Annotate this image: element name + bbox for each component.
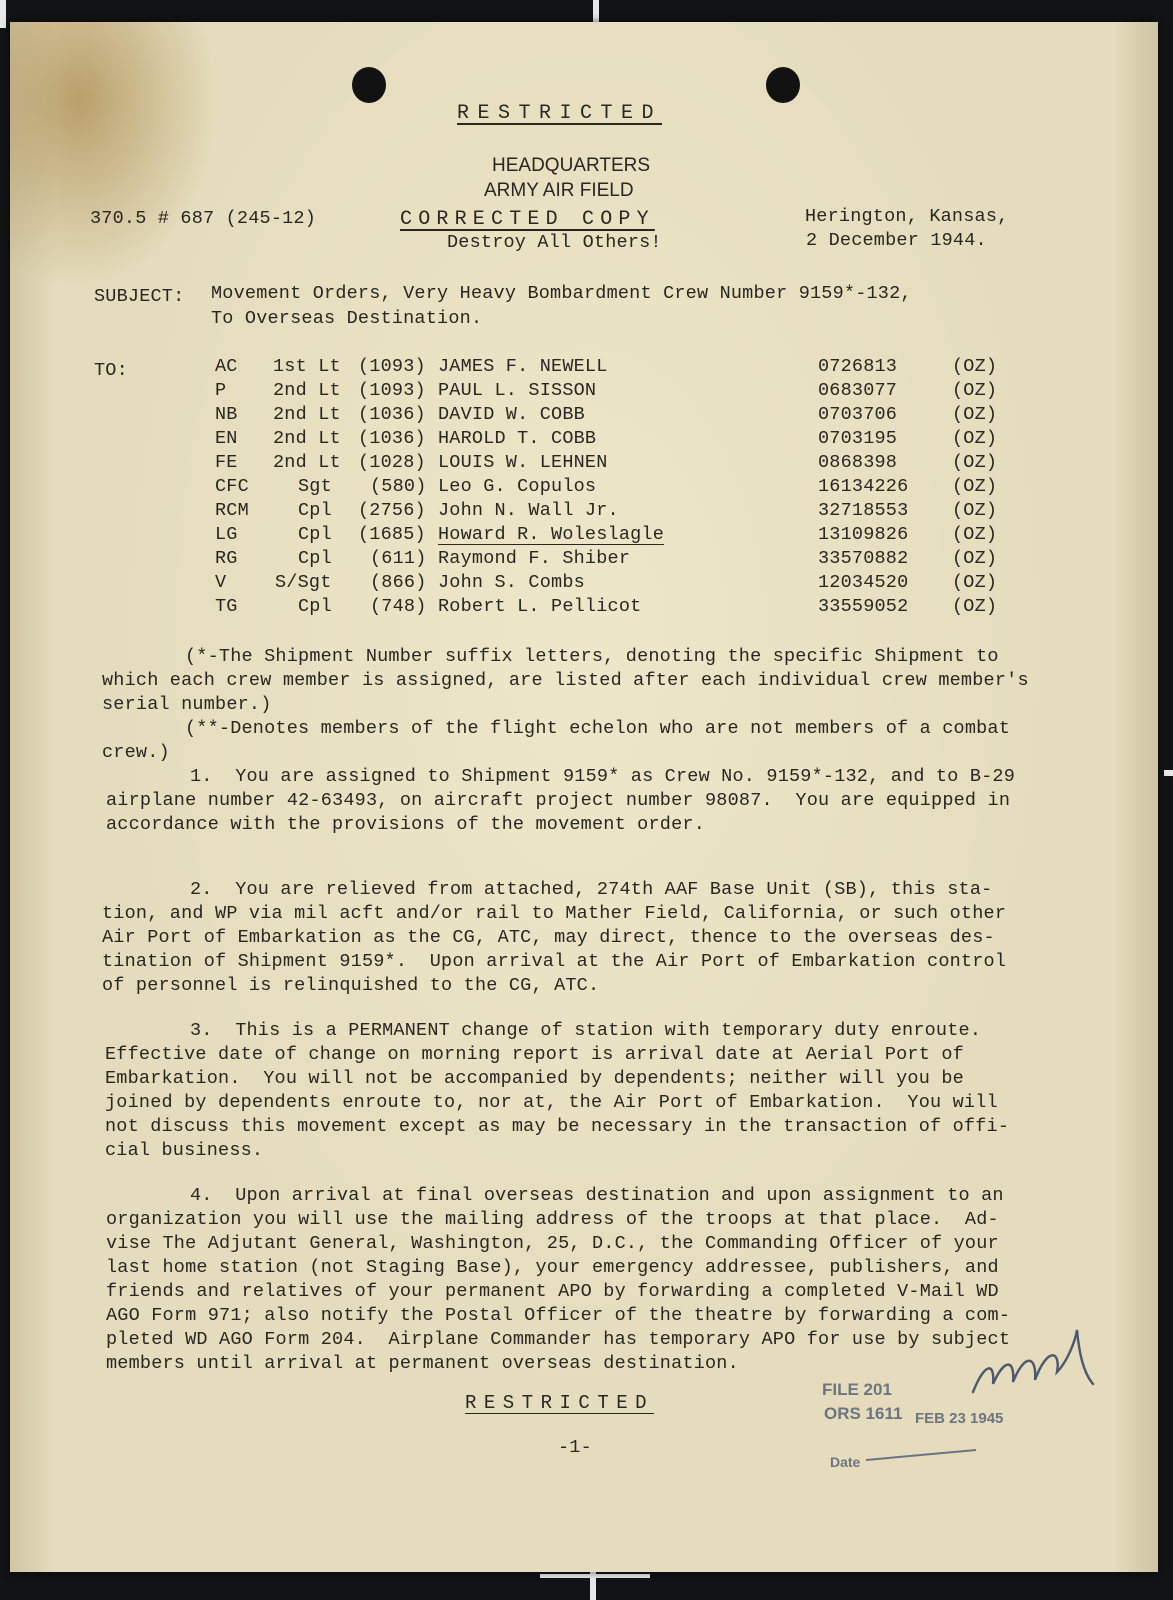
crew-position: AC: [215, 356, 238, 377]
note-1-line-2: which each crew member is assigned, are listed after each individual crew member's: [102, 670, 1029, 691]
paragraph-4-line-7: pleted WD AGO Form 204. Airplane Commander has temporary APO for use by subject: [106, 1329, 1011, 1350]
crew-mos: (1685): [358, 524, 426, 545]
file-stamp-line-1: FILE 201: [822, 1380, 892, 1399]
punch-hole-left: [352, 67, 386, 103]
document-page: [10, 22, 1158, 1572]
punch-hole-right: [766, 67, 800, 103]
file-stamp-date: FEB 23 1945: [915, 1410, 1004, 1427]
corrected-copy: CORRECTED COPY: [400, 208, 655, 231]
tape-mark-top-center: [593, 0, 599, 24]
crew-position: TG: [215, 596, 238, 617]
crew-mos: (611): [370, 548, 427, 569]
tape-mark-bottom: [590, 1568, 596, 1600]
subject-label: SUBJECT:: [94, 286, 185, 307]
paragraph-2-line-2: tion, and WP via mil acft and/or rail to Mather Field, California, or such other: [102, 903, 1007, 924]
crew-table: [10, 356, 1158, 626]
paragraph-4-line-1: 4. Upon arrival at final overseas destination and upon assignment to an: [190, 1185, 1004, 1206]
crew-serial: 0868398: [818, 452, 898, 473]
crew-mos: (580): [370, 476, 427, 497]
handwritten-initials: [965, 1322, 1105, 1412]
note-2-line-2: crew.): [102, 742, 170, 763]
classification-bottom: RESTRICTED: [465, 1392, 655, 1414]
crew-shipment-code: (OZ): [952, 500, 998, 521]
crew-mos: (1093): [358, 356, 426, 377]
paragraph-4-line-2: organization you will use the mailing address of the troops at that place. Ad-: [106, 1209, 999, 1230]
crew-rank: Cpl: [298, 524, 332, 545]
crew-serial: 13109826: [818, 524, 909, 545]
crew-mos: (748): [370, 596, 427, 617]
crew-shipment-code: (OZ): [952, 548, 998, 569]
crew-serial: 33559052: [818, 596, 909, 617]
crew-name: Howard R. Woleslagle: [438, 524, 665, 545]
to-label: TO:: [94, 360, 128, 381]
crew-mos: (1028): [358, 452, 426, 473]
crew-position: EN: [215, 428, 238, 449]
org-line-2: ARMY AIR FIELD: [484, 180, 634, 201]
crew-shipment-code: (OZ): [952, 428, 998, 449]
paragraph-3-line-3: Embarkation. You will not be accompanied by dependents; neither will you be: [105, 1068, 964, 1089]
org-line-1: HEADQUARTERS: [492, 155, 651, 176]
crew-shipment-code: (OZ): [952, 572, 998, 593]
paragraph-4-line-4: last home station (not Staging Base), your emergency addressee, publishers, and: [106, 1257, 999, 1278]
crew-shipment-code: (OZ): [952, 476, 998, 497]
crew-mos: (1036): [358, 404, 426, 425]
crew-serial: 33570882: [818, 548, 909, 569]
page-number: -1-: [558, 1437, 592, 1458]
crew-shipment-code: (OZ): [952, 356, 998, 377]
crew-position: P: [215, 380, 227, 401]
crew-rank: Cpl: [298, 596, 332, 617]
note-2-line-1: (**-Denotes members of the flight echelon who are not members of a combat: [185, 718, 1011, 739]
paragraph-2-line-5: of personnel is relinquished to the CG, ATC.: [102, 975, 600, 996]
paragraph-1-line-1: 1. You are assigned to Shipment 9159* as Crew No. 9159*-132, and to B-29: [190, 766, 1016, 787]
note-1-line-3: serial number.): [102, 694, 272, 715]
tape-mark-top-left: [0, 0, 6, 28]
crew-serial: 0703195: [818, 428, 898, 449]
crew-mos: (866): [370, 572, 427, 593]
crew-name: Robert L. Pellicot: [438, 596, 642, 617]
crew-name: Raymond F. Shiber: [438, 548, 631, 569]
crew-rank: 2nd Lt: [273, 428, 341, 449]
crew-serial: 0726813: [818, 356, 898, 377]
crew-name: DAVID W. COBB: [438, 404, 585, 425]
subject-line-2: To Overseas Destination.: [211, 308, 483, 329]
paragraph-3-line-2: Effective date of change on morning report is arrival date at Aerial Port of: [105, 1044, 964, 1065]
crew-name: JAMES F. NEWELL: [438, 356, 608, 377]
crew-rank: Cpl: [298, 500, 332, 521]
location: Herington, Kansas,: [805, 206, 1009, 227]
paragraph-4-line-5: friends and relatives of your permanent APO by forwarding a completed V-Mail WD: [106, 1281, 999, 1302]
crew-shipment-code: (OZ): [952, 452, 998, 473]
crew-shipment-code: (OZ): [952, 524, 998, 545]
paragraph-4-line-3: vise The Adjutant General, Washington, 25, D.C., the Commanding Officer of your: [106, 1233, 999, 1254]
crew-name: LOUIS W. LEHNEN: [438, 452, 608, 473]
file-reference: 370.5 # 687 (245-12): [90, 208, 317, 229]
tape-mark-bottom-h: [540, 1574, 650, 1578]
crew-position: RCM: [215, 500, 249, 521]
paragraph-3-line-5: not discuss this movement except as may be necessary in the transaction of offi-: [105, 1116, 1010, 1137]
crew-serial: 0683077: [818, 380, 898, 401]
paragraph-3-line-1: 3. This is a PERMANENT change of station with temporary duty enroute.: [190, 1020, 982, 1041]
crew-name: John N. Wall Jr.: [438, 500, 619, 521]
crew-rank: 2nd Lt: [273, 452, 341, 473]
crew-rank: Sgt: [298, 476, 332, 497]
crew-shipment-code: (OZ): [952, 380, 998, 401]
subject-line-1: Movement Orders, Very Heavy Bombardment Crew Number 9159*-132,: [211, 283, 912, 304]
crew-mos: (2756): [358, 500, 426, 521]
stamp-date-line: [866, 1446, 986, 1466]
crew-name: HAROLD T. COBB: [438, 428, 597, 449]
crew-shipment-code: (OZ): [952, 596, 998, 617]
file-stamp-date-label: Date: [830, 1454, 861, 1470]
crew-rank: 1st Lt: [273, 356, 341, 377]
crew-position: V: [215, 572, 227, 593]
destroy-note: Destroy All Others!: [447, 232, 662, 253]
paragraph-3-line-4: joined by dependents enroute to, nor at, the Air Port of Embarkation. You will: [105, 1092, 998, 1113]
crew-mos: (1093): [358, 380, 426, 401]
crew-serial: 16134226: [818, 476, 909, 497]
crew-rank: Cpl: [298, 548, 332, 569]
classification-top: RESTRICTED: [457, 102, 663, 125]
crew-position: CFC: [215, 476, 249, 497]
crew-name: Leo G. Copulos: [438, 476, 597, 497]
paragraph-2-line-1: 2. You are relieved from attached, 274th AAF Base Unit (SB), this sta-: [190, 879, 993, 900]
crew-serial: 12034520: [818, 572, 909, 593]
crew-rank: 2nd Lt: [273, 404, 341, 425]
crew-name: John S. Combs: [438, 572, 585, 593]
note-1-line-1: (*-The Shipment Number suffix letters, denoting the specific Shipment to: [185, 646, 999, 667]
crew-position: RG: [215, 548, 238, 569]
paragraph-1-line-2: airplane number 42-63493, on aircraft project number 98087. You are equipped in: [106, 790, 1011, 811]
tape-mark-right: [1164, 770, 1173, 776]
crew-position: FE: [215, 452, 238, 473]
paragraph-4-line-6: AGO Form 971; also notify the Postal Officer of the theatre by forwarding a com-: [106, 1305, 1011, 1326]
crew-serial: 0703706: [818, 404, 898, 425]
crew-position: NB: [215, 404, 238, 425]
file-stamp-line-2: ORS 1611: [824, 1404, 903, 1423]
paragraph-2-line-3: Air Port of Embarkation as the CG, ATC, may direct, thence to the overseas des-: [102, 927, 995, 948]
paragraph-2-line-4: tination of Shipment 9159*. Upon arrival at the Air Port of Embarkation control: [102, 951, 1007, 972]
crew-mos: (1036): [358, 428, 426, 449]
paragraph-1-line-3: accordance with the provisions of the movement order.: [106, 814, 705, 835]
crew-shipment-code: (OZ): [952, 404, 998, 425]
order-date: 2 December 1944.: [806, 230, 987, 251]
crew-rank: S/Sgt: [275, 572, 332, 593]
paragraph-3-line-6: cial business.: [105, 1140, 264, 1161]
crew-name: PAUL L. SISSON: [438, 380, 597, 401]
crew-rank: 2nd Lt: [273, 380, 341, 401]
crew-position: LG: [215, 524, 238, 545]
paragraph-4-line-8: members until arrival at permanent overseas destination.: [106, 1353, 739, 1374]
crew-serial: 32718553: [818, 500, 909, 521]
